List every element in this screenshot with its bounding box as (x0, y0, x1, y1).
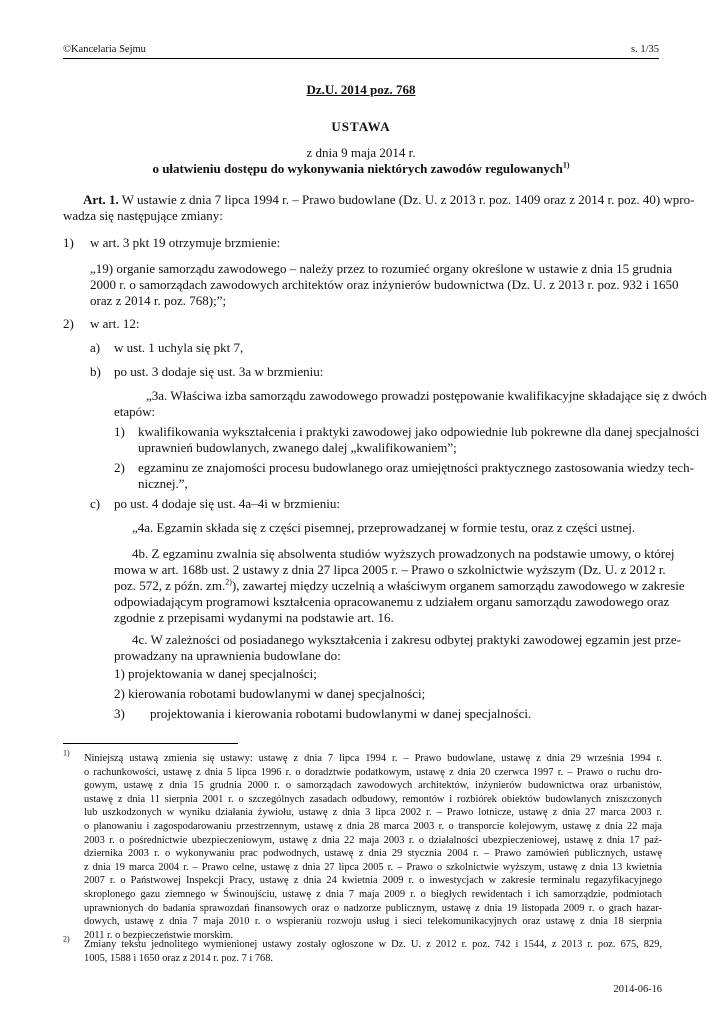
para-4a: „4a. Egzamin składa się z części pisemnej, przeprowadzanej w formie testu, oraz z części ustnej. (132, 520, 636, 535)
document-title: o ułatwieniu dostępu do wykonywania niektórych zawodów regulowanych$^{1)}$ (152, 160, 570, 176)
footnote-1-mark: 1) (63, 748, 70, 758)
point-1-quote-line3: oraz z 2014 r. poz. 768);”; (90, 293, 227, 308)
art1-label: Art. 1. (83, 192, 119, 207)
art1-line2: wadza się następujące zmiany: (63, 208, 223, 223)
para-3a-item2-line2: nicznej.”, (138, 476, 188, 491)
footnote-1: Niniejszą ustawą zmienia się ustawy: ustawę z dnia 7 lipca 1994 r. – Prawo budowlane, ustawę z dnia 29 września 1994 r. o rachunkowości, ustawę z dnia 5 lipca 1996 r. o doradztwie podatkowym, ustawę z dnia 20 czerwca 1997 r. – Prawo o ruchu dro- gowym, ustawę z dnia 15 grudnia 2000 r. o samorządach zawodowych architektów, inżynierów budownictwa oraz urbanistów, ustawę z dnia 11 sierpnia 2001 r. o szczególnych zasadach odbudowy, remontów i rozbiórek obiektów budowlanych zniszczonych lub uszkodzonych w wyniku działania żywiołu, ustawę z dnia 3 lipca 2002 r. – Prawo lotnicze, ustawę z dnia 27 marca 2003 r. o planowaniu i zagospodarowaniu przestrzennym, ustawę z dnia 28 marca 2003 r. o transporcie kolejowym, ustawę z dnia 22 maja 2003 r. o pośrednictwie ubezpieczeniowym, ustawę z dnia 22 maja 2003 r. o działalności ubezpieczeniowej, ustawę z dnia 17 paź- dziernika 2003 r. o wykonywaniu prac podwodnych, ustawę z dnia 29 stycznia 2004 r. – Prawo zamówień publicznych, ustawę z dnia 19 marca 2004 r. – Prawo celne, ustawę z dnia 27 lipca 2005 r. – Prawo o szkolnictwie wyższym, ustawę z dnia 13 kwietnia 2007 r. o Państwowej Inspekcji Pracy, ustawę z dnia 24 kwietnia 2009 r. o inwestycjach w zakresie terminalu regazyfikacyjnego skroplonego gazu ziemnego w Świnoujściu, ustawę z dnia 7 maja 2009 r. o biegłych rewidentach i ich samorządzie, podmiotach uprawnionych do badania sprawozdań finansowych oraz o nadzorze publicznym, ustawę z dnia 19 listopada 2009 r. o grach hazar- dowych, ustawę z dnia 7 maja 2010 r. o wspieraniu rozwoju usług i sieci telekomunikacyjnych oraz ustawę z dnia 18 sierpnia 2011 r. o bezpieczeństwie morskim. (84, 753, 662, 941)
point-2c-text: po ust. 4 dodaje się ust. 4a–4i w brzmieniu: (114, 496, 341, 511)
footnote-separator (63, 743, 238, 744)
point-2-text: w art. 12: (90, 316, 140, 331)
point-2b-text: po ust. 3 dodaje się ust. 3a w brzmieniu: (114, 364, 324, 379)
para-4b-line3: poz. 572, z późn. zm.$^{2)}$), zawartej między uczelnią a właściwym organem samorządu zawodowego w zakresie (114, 577, 685, 593)
point-1-text: w art. 3 pkt 19 otrzymuje brzmienie: (90, 235, 281, 250)
footnote-2-mark: 2) (63, 934, 70, 944)
para-4b-line2: mowa w art. 168b ust. 2 ustawy z dnia 27 lipca 2005 r. – Prawo o szkolnictwie wyższym (Dz. U. z 2012 r. (114, 562, 666, 577)
para-3a-item1-number: 1) (114, 424, 125, 439)
footnote-ref-2[interactable]: 2) (225, 577, 232, 587)
header-source: ©Kancelaria Sejmu (63, 44, 146, 55)
footer-date: 2014-06-16 (613, 984, 662, 995)
para-4c-item3-text: projektowania i kierowania robotami budowlanymi w danej specjalności. (150, 706, 532, 721)
para-4c-item3-number: 3) (114, 706, 125, 721)
point-1-quote-line1: „19) organie samorządu zawodowego – należy przez to rozumieć organy określone w ustawie z dnia 15 grudnia (90, 261, 673, 276)
para-3a-item1-line1: kwalifikowania wykształcenia i praktyki zawodowej jako odpowiednie lub pokrewne dla danej specjalności (138, 424, 700, 439)
date-line: z dnia 9 maja 2014 r. (306, 145, 416, 160)
point-2a-text: w ust. 1 uchyla się pkt 7, (114, 340, 244, 355)
footnote-ref-1[interactable]: 1) (562, 160, 570, 170)
para-4c-item1: 1) projektowania w danej specjalności; (114, 666, 317, 681)
para-4b-line4: odpowiadającym programowi kształcenia opracowanemu z udziałem organu samorządu zawodowego oraz (114, 594, 670, 609)
art1-line1: Art. 1. W ustawie z dnia 7 lipca 1994 r. – Prawo budowlane (Dz. U. z 2013 r. poz. 1409 oraz z 2014 r. poz. 40) wpro- (83, 192, 695, 207)
para-4b-line5: zgodnie z przepisami wydanymi na podstawie art. 16. (114, 610, 394, 625)
document-type: USTAWA (331, 119, 391, 134)
header-page-number: s. 1/35 (630, 44, 659, 55)
point-2a-label: a) (90, 340, 101, 355)
para-4c-item2: 2) kierowania robotami budowlanymi w danej specjalności; (114, 686, 426, 701)
point-1-number: 1) (63, 235, 74, 250)
para-4b-line1: 4b. Z egzaminu zwalnia się absolwenta studiów wyższych prowadzonych na podstawie umowy, o której (132, 546, 675, 561)
point-1-quote-line2: 2000 r. o samorządach zawodowych architektów oraz inżynierów budownictwa (Dz. U. z 2013 r. poz. 932 i 1650 (90, 277, 679, 292)
citation: Dz.U. 2014 poz. 768 (306, 82, 416, 97)
point-2-number: 2) (63, 316, 74, 331)
para-3a-item2-line1: egzaminu ze znajomości procesu budowlanego oraz umiejętności praktycznego zastosowania wiedzy tech- (138, 460, 694, 475)
para-3a-item2-number: 2) (114, 460, 125, 475)
para-3a-line1: „3a. Właściwa izba samorządu zawodowego prowadzi postępowanie kwalifikacyjne składające się z dwóch (146, 388, 707, 403)
page-header (63, 44, 659, 59)
para-4c-line2: prowadzany na uprawnienia budowlane do: (114, 648, 341, 663)
para-3a-item1-line2: uprawnień budowlanych, zwanego dalej „kwalifikowaniem”; (138, 440, 457, 455)
point-2b-label: b) (90, 364, 101, 379)
para-3a-line2: etapów: (114, 404, 156, 419)
point-2c-label: c) (90, 496, 101, 511)
footnote-2: Zmiany tekstu jednolitego wymienionej ustawy zostały ogłoszone w Dz. U. z 2012 r. poz. 742 i 1544, z 2013 r. poz. 675, 829, 1005, 1588 i 1650 oraz z 2014 r. poz. 7 i 768. (84, 939, 662, 964)
para-4c-line1: 4c. W zależności od posiadanego wykształcenia i zakresu odbytej praktyki zawodowej egzamin jest prze- (132, 632, 681, 647)
